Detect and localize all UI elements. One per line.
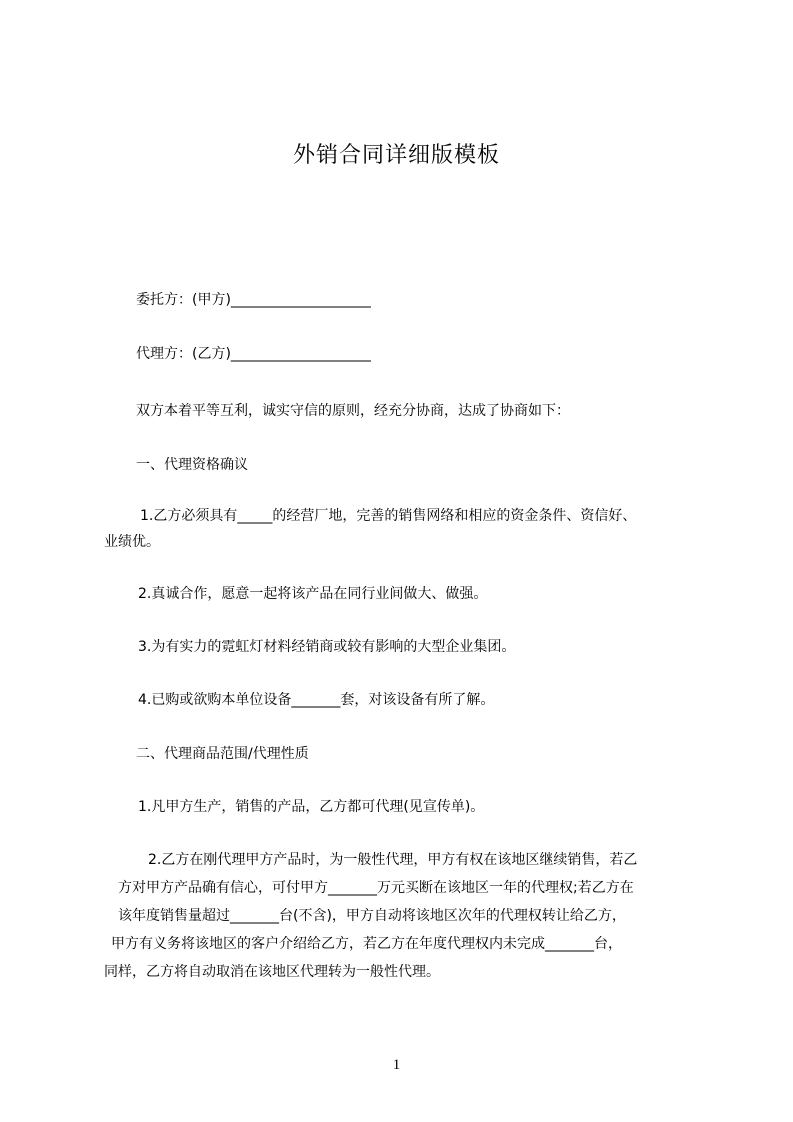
section2-item2-line: 2.乙方在刚代理甲方产品时，为一般性代理，甲方有权在该地区继续销售，若乙 — [148, 852, 638, 868]
principal-party-line: 委托方：(甲方)____________________ — [136, 292, 371, 308]
intro-paragraph: 双方本着平等互利，诚实守信的原则，经充分协商，达成了协商如下： — [136, 403, 570, 419]
section2-item2-line: 同样，乙方将自动取消在该地区代理转为一般性代理。 — [104, 964, 440, 980]
document-title: 外销合同详细版模板 — [292, 143, 500, 168]
section1-item3: 3.为有实力的霓虹灯材料经销商或较有影响的大型企业集团。 — [138, 639, 516, 655]
section2-item2-paragraph — [104, 846, 637, 986]
section2-item2-line: 方对甲方产品确有信心，可付甲方_______万元买断在该地区一年的代理权;若乙方在 — [118, 880, 634, 896]
section1-heading: 一、代理资格确议 — [136, 457, 248, 473]
section2-item2-line: 该年度销售量超过_______台(不含)，甲方自动将该地区次年的代理权转让给乙方， — [118, 908, 626, 924]
section1-item1-line1: 1.乙方必须具有_____的经营厂地，完善的销售网络和相应的资金条件、资信好、 — [140, 508, 637, 524]
section1-item1-line2: 业绩优。 — [104, 534, 160, 550]
section2-item1: 1.凡甲方生产，销售的产品，乙方都可代理(见宣传单)。 — [138, 799, 485, 815]
page-number: 1 — [392, 1057, 401, 1073]
section2-item2-line: 甲方有义务将该地区的客户介绍给乙方，若乙方在年度代理权内未完成_______台， — [111, 936, 622, 952]
section1-item4: 4.已购或欲购本单位设备_______套，对该设备有所了解。 — [138, 692, 495, 708]
agent-party-line: 代理方：(乙方)____________________ — [136, 346, 371, 362]
section2-heading: 二、代理商品范围/代理性质 — [136, 746, 309, 762]
section1-item2: 2.真诚合作，愿意一起将该产品在同行业间做大、做强。 — [138, 586, 488, 602]
